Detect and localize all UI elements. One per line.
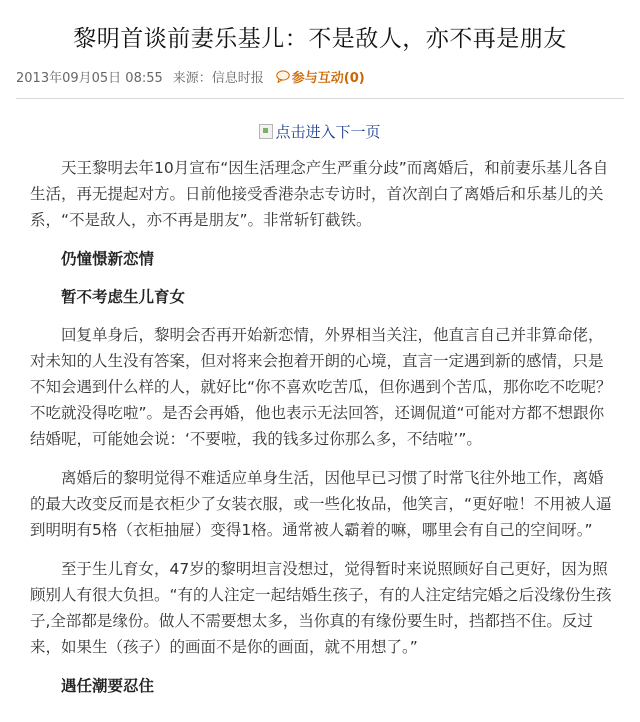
publish-date: 2013年09月05日 08:55 — [16, 70, 163, 86]
paragraph: 回复单身后，黎明会否再开始新恋情，外界相当关注，他直言自己并非算命佬，对未知的人生没有答案，但对将来会抱着开朗的心境，直言一定遇到新的感情，只是不知会遇到什么样的人，就好比“你不喜欢吃苦瓜，但你遇到个苦瓜，那你吃不吃呢？不吃就没得吃啦”。是否会再婚，他也表示无法回答，还调侃道“可能对方都不想跟你结婚呢，可能她会说：‘不要啦，我的钱多过你那么多，不结啦’”。 — [30, 326, 612, 448]
subheading: 暂不考虑生儿育女 — [61, 288, 186, 306]
paragraph: 天王黎明去年10月宣布“因生活理念产生严重分歧”而离婚后，和前妻乐基儿各自生活，再无提起对方。日前他接受香港杂志专访时，首次剖白了离婚后和乐基儿的关系，“不是敌人，亦不再是朋友”。非常斩钉截铁。 — [30, 159, 609, 229]
interact-label: 参与互动(0) — [291, 70, 365, 86]
broken-image-icon — [259, 124, 273, 139]
article-meta — [16, 66, 640, 86]
next-page-label: 点击进入下一页 — [275, 123, 381, 141]
paragraph: 离婚后的黎明觉得不难适应单身生活，因他早已习惯了时常飞往外地工作，离婚的最大改变反而是衣柜少了女装衣服，或一些化妆品，他笑言，“更好啦！不用被人逼到明明有5格（衣柜抽屉）变得1格。通常被人霸着的嘛，哪里会有自己的空间呀。” — [30, 469, 612, 539]
comment-bubble-icon — [276, 70, 291, 83]
interact-link[interactable] — [276, 67, 365, 86]
article-source: 来源：信息时报 — [172, 70, 264, 86]
divider — [16, 98, 624, 99]
subheading: 遇任潮要忍住 — [61, 677, 155, 695]
article-title: 黎明首谈前妻乐基儿：不是敌人，亦不再是朋友 — [73, 26, 567, 52]
article-body — [30, 155, 614, 699]
paragraph: 至于生儿育女，47岁的黎明坦言没想过，觉得暂时来说照顾好自己更好，因为照顾别人有很大负担。“有的人注定一起结婚生孩子，有的人注定结完婚之后没缘份生孩子,全部都是缘份。做人不需要想太多，当你真的有缘份要生时，挡都挡不住。反过来，如果生（孩子）的画面不是你的画面，就不用想了。” — [30, 560, 612, 656]
next-page-link[interactable] — [259, 121, 380, 142]
subheading: 仍憧憬新恋情 — [61, 250, 155, 268]
next-page-row — [0, 121, 640, 143]
